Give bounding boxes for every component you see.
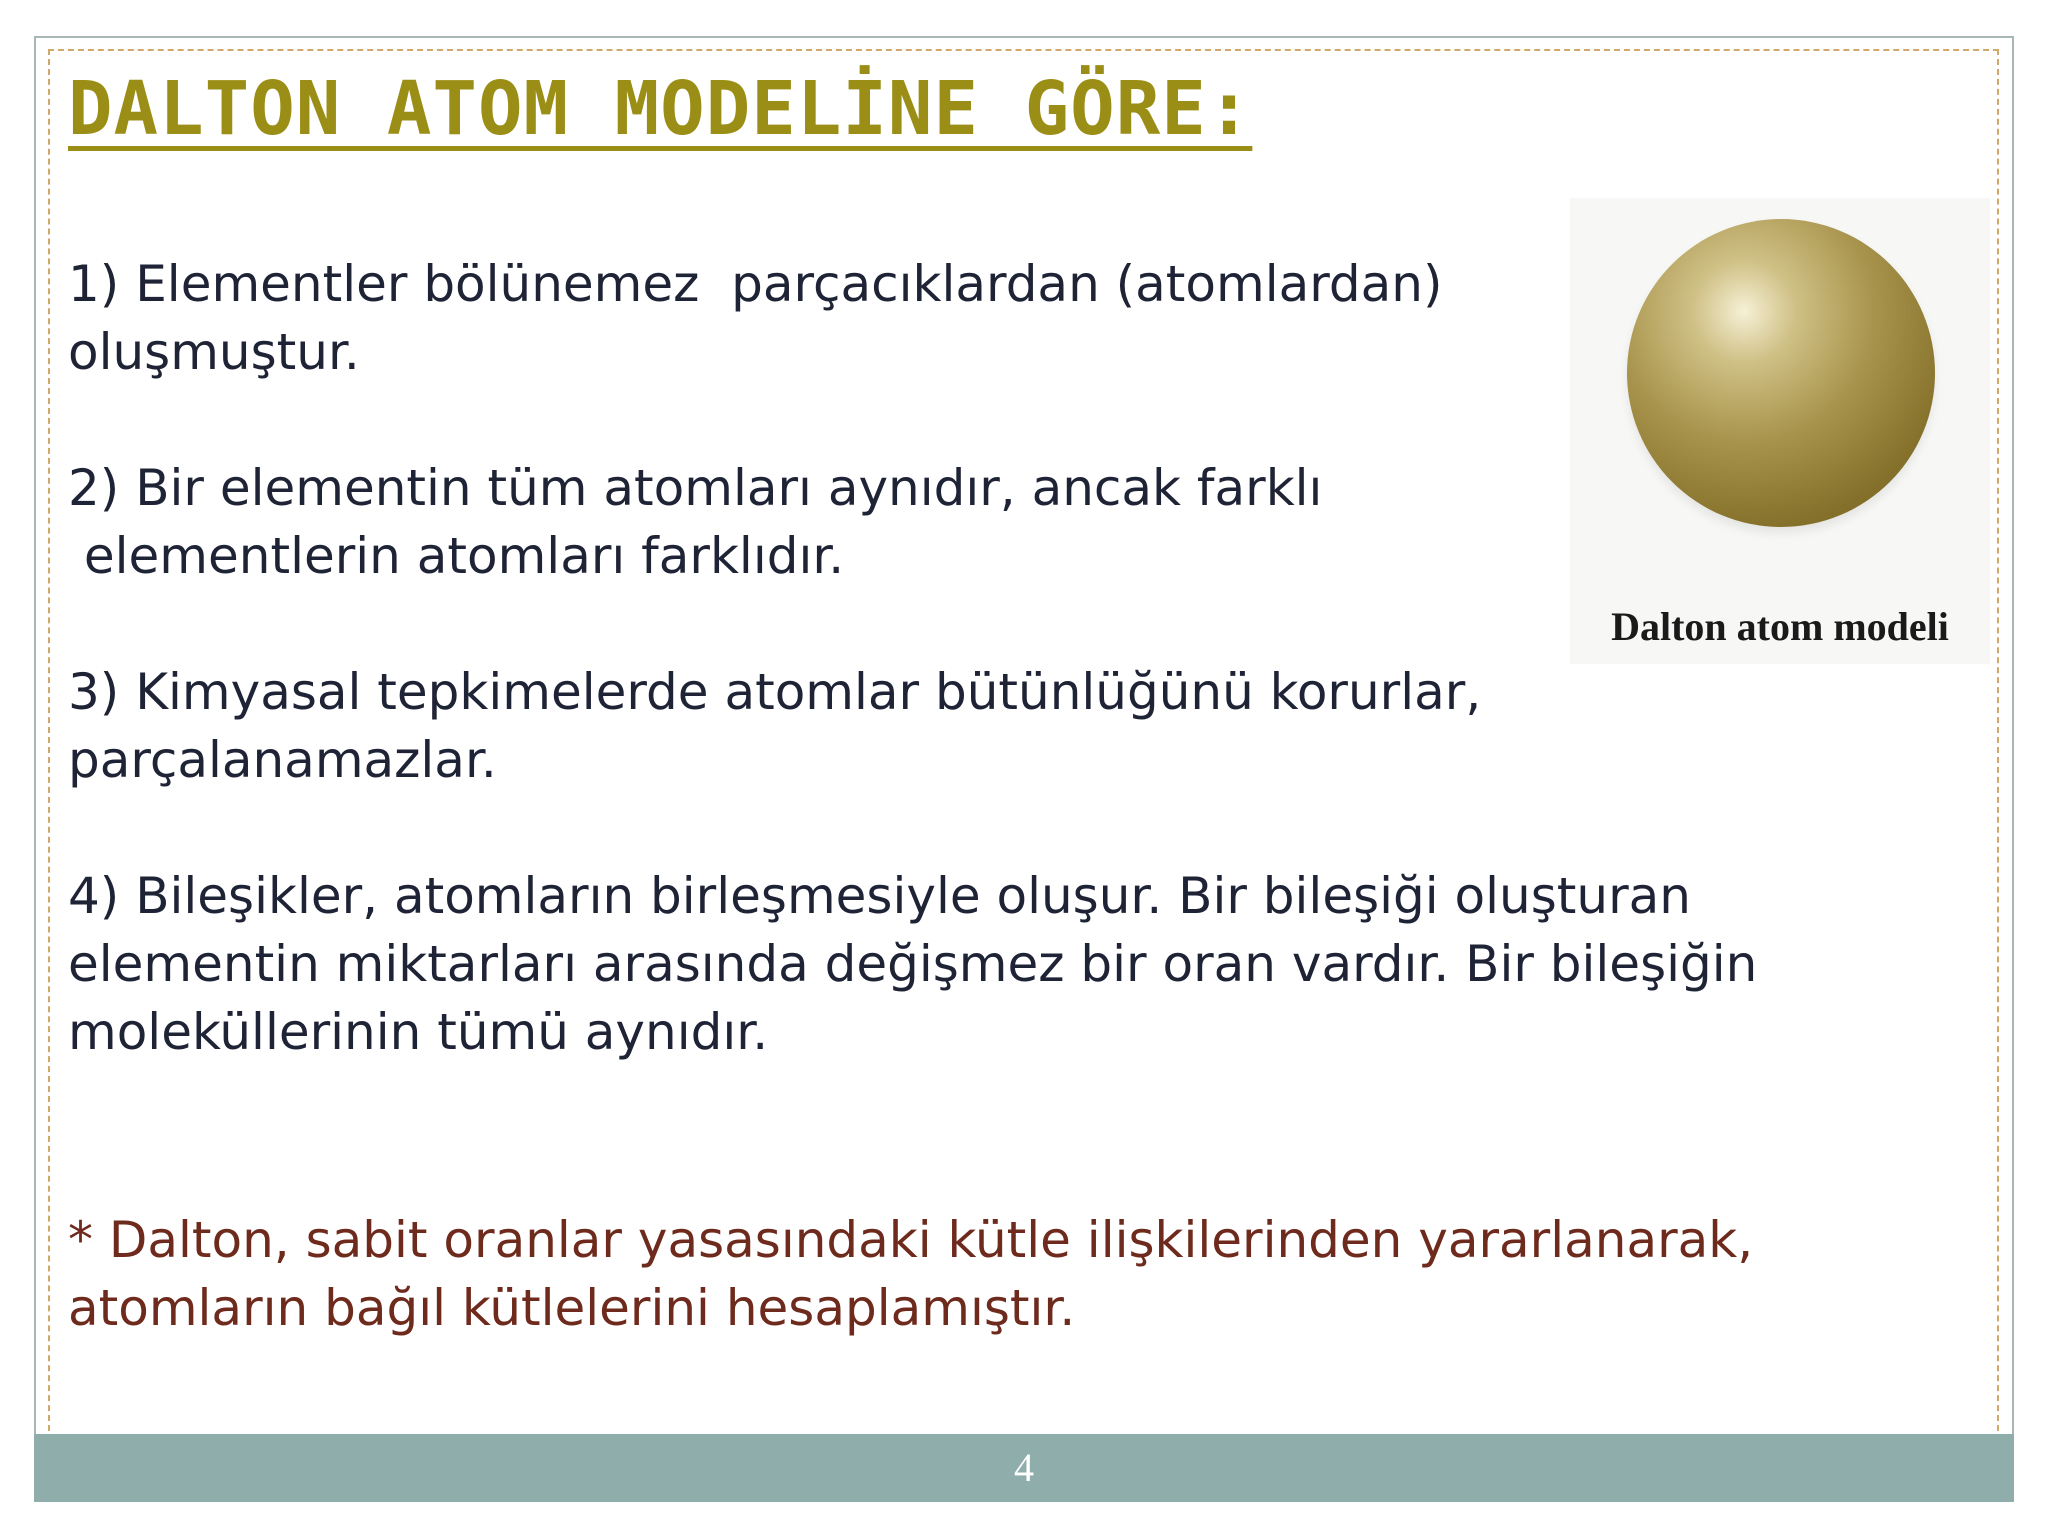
point-3: 3) Kimyasal tepkimelerde atomlar bütünlüğünü korurlar, parçalanamazlar. [68, 663, 1482, 789]
point-1: 1) Elementler bölünemez parçacıklardan (atomlardan) oluşmuştur. [68, 255, 1443, 381]
figure-caption: Dalton atom modeli [1611, 604, 1949, 649]
point-2: 2) Bir elementin tüm atomları aynıdır, ancak farklı elementlerin atomları farklıdır. [68, 459, 1323, 585]
point-4: 4) Bileşikler, atomların birleşmesiyle oluşur. Bir bileşiği oluşturan elementin miktarları arasında değişmez bir oran vardır. Bir bileşiğin moleküllerinin tümü aynıdır. [68, 867, 1758, 1061]
footnote: * Dalton, sabit oranlar yasasındaki kütle ilişkilerinden yararlanarak, atomların bağıl kütlelerini hesaplamıştır. [68, 1211, 1754, 1337]
atom-sphere-image [1627, 219, 1935, 527]
dalton-atom-figure [1570, 198, 1990, 664]
page-number: 4 [1014, 1445, 1034, 1490]
footer-bar [34, 1434, 2014, 1502]
slide-title: DALTON ATOM MODELİNE GÖRE: [68, 66, 1253, 152]
